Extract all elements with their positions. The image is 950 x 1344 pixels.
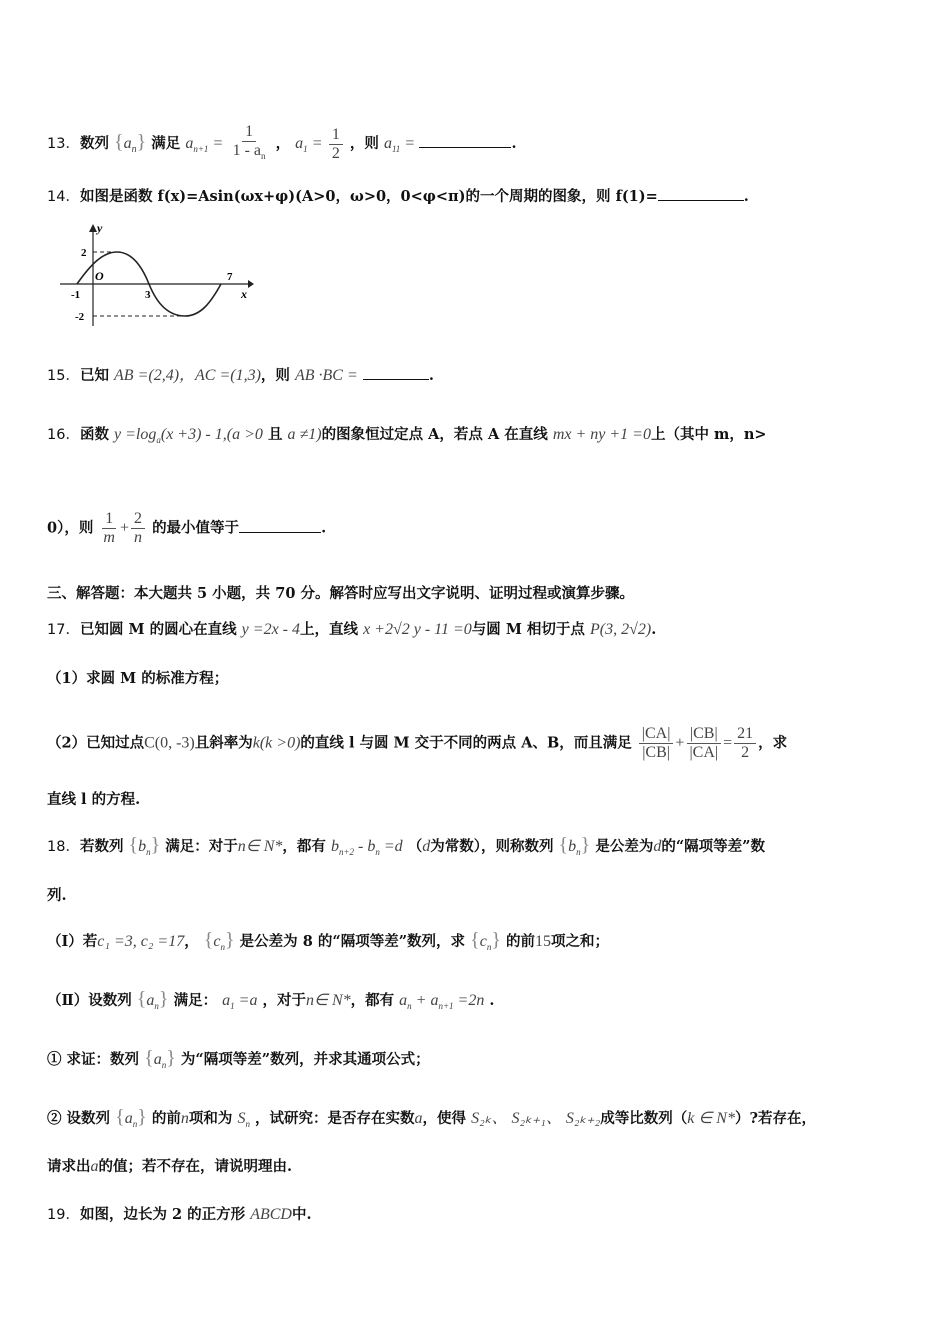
question-18-claim2-line2: 请求出a的值；若不存在，请说明理由. [47, 1158, 293, 1175]
question-18: 18．若数列 $\{b_n\}$ 满足：对于n∈ N*，都有 $b_{n+2} - b_n =d$ （d为常数），则称数列 $\{b_n\}$ 是公差为d的“隔项等差”数 [47, 834, 766, 857]
question-14: 14．如图是函数 f(x)=Asin(ωx+φ)(A>0，ω>0，0<φ<π)的一个周期的图象，则 f(1)= . [47, 188, 749, 205]
y-axis-arrow [89, 224, 97, 232]
question-17: 17．已知圆 M 的圆心在直线 y =2x - 4上，直线 x +2√2 y - 11 =0与圆 M 相切于点 P(3, 2√2). [47, 621, 657, 638]
question-15: 15．已知 AB =(2,4)，AC =(1,3)，则 AB ·BC = . [47, 367, 434, 384]
svg-text:O: O [95, 269, 104, 283]
question-17-part2-line2: 直线 l 的方程. [47, 791, 141, 808]
question-16: 16．函数 $y =\log_a(x +3) - 1,(a >0$ 且 a ≠1)的图象恒过定点 A，若点 A 在直线 mx + ny +1 =0上（其中 m，n> [47, 426, 767, 445]
svg-text:2: 2 [81, 247, 87, 259]
answer-blank[interactable] [363, 365, 429, 380]
question-18-claim1: ① 求证：数列 $\{a_n\}$ 为“隔项等差”数列，并求其通项公式； [47, 1047, 430, 1070]
question-16-line2: 0），则 $\frac{1}{m}$ + $\frac{2}{n}$ 的最小值等于 . [47, 510, 327, 546]
answer-blank[interactable] [658, 186, 744, 201]
svg-text:-1: -1 [71, 289, 81, 301]
answer-blank[interactable] [239, 518, 321, 533]
section-heading: 三、解答题：本大题共 5 小题，共 70 分。解答时应写出文字说明、证明过程或演算步骤。 [47, 585, 634, 602]
question-18-part1: （Ⅰ）若c₁ =3, c₂ =17， $\{c_n\}$ 是公差为 8 的“隔项等差”数列，求 $\{c_n\}$ 的前15项之和； [47, 929, 609, 952]
question-17-part1: （1）求圆 M 的标准方程； [47, 670, 229, 687]
x-axis-arrow [248, 280, 254, 288]
fraction-recurrence: $\frac{1}{1 - a_n}$ [232, 123, 266, 162]
question-18-part2: （Ⅱ）设数列 $\{a_n\}$ 满足： $a_1 =a$ ，对于n∈ N*，都有 $a_n + a_{n+1} =2n$ . [47, 988, 495, 1011]
svg-text:y: y [97, 221, 103, 235]
answer-blank[interactable] [419, 133, 511, 148]
question-17-part2: （2）已知过点C(0, -3)且斜率为k(k >0)的直线 l 与圆 M 交于不同的两点 A、B，而且满足 $\frac{|CA|}{|CB|}$ + $\frac{|CB|}{|CA|}$ = $\frac{21}{2}$ ，求 [47, 725, 788, 761]
svg-text:x: x [241, 287, 247, 301]
sine-graph [55, 220, 255, 330]
question-18-claim2: ② 设数列 $\{a_n\}$ 的前n项和为 $S_n$ ，试研究：是否存在实数a，使得 S₂ₖ、 S₂ₖ₊₁、 S₂ₖ₊₂成等比数列（k ∈ N*）?若存在， [47, 1106, 816, 1129]
svg-text:-2: -2 [75, 311, 85, 323]
question-18-line2: 列. [47, 887, 67, 904]
svg-text:3: 3 [145, 289, 151, 301]
svg-text:7: 7 [227, 271, 233, 283]
fraction-a1: $\frac{1}{2}$ [329, 126, 343, 163]
question-13: 13．数列 $\{a_n\}$ 满足 $a_{n+1}$ = $\frac{1}{1 - a_n}$ ， $a_1$ = $\frac{1}{2}$ ，则 $a_{11}$ = . [47, 123, 517, 165]
question-19: 19．如图，边长为 2 的正方形 ABCD中. [47, 1206, 312, 1223]
